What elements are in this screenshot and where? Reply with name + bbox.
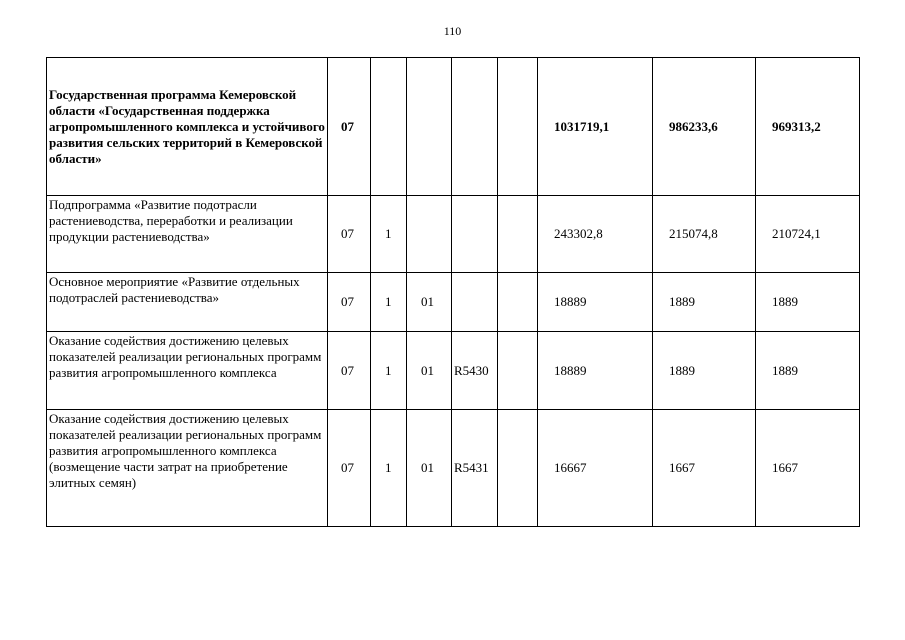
row-name: Основное мероприятие «Развитие отдельных подотраслей растениеводства» [47,273,328,332]
row-name: Оказание содействия достижению целевых показателей реализации региональных программ развития агропромышленного комплекса (возмещение части затрат на приобретение элитных семян) [47,410,328,527]
section-cell: 07 [328,410,371,527]
event-cell: 01 [407,273,452,332]
value-3-cell: 210724,1 [756,196,860,273]
row-name: Государственная программа Кемеровской области «Государственная поддержка агропромышленного комплекса и устойчивого развития сельских территорий в Кемеровской области» [47,58,328,196]
table-row [47,332,860,410]
subprogram-cell: 1 [371,273,407,332]
code-cell [452,196,498,273]
table-row [47,58,860,196]
event-cell: 01 [407,332,452,410]
value-2-cell: 1889 [653,273,756,332]
subprogram-cell: 1 [371,196,407,273]
value-2-cell: 1889 [653,332,756,410]
value-2-cell: 986233,6 [653,58,756,196]
code-cell [452,273,498,332]
section-cell: 07 [328,58,371,196]
value-1-cell: 18889 [538,332,653,410]
code-cell [452,58,498,196]
value-1-cell: 1031719,1 [538,58,653,196]
table-row [47,196,860,273]
subprogram-cell [371,58,407,196]
value-1-cell: 18889 [538,273,653,332]
page-number: 110 [443,24,462,38]
value-3-cell: 1667 [756,410,860,527]
value-2-cell: 215074,8 [653,196,756,273]
code-cell: R5431 [452,410,498,527]
event-cell [407,58,452,196]
type-cell [498,410,538,527]
type-cell [498,58,538,196]
table-row [47,273,860,332]
value-3-cell: 969313,2 [756,58,860,196]
section-cell: 07 [328,332,371,410]
table-row [47,410,860,527]
type-cell [498,332,538,410]
subprogram-cell: 1 [371,410,407,527]
code-cell: R5430 [452,332,498,410]
section-cell: 07 [328,273,371,332]
type-cell [498,196,538,273]
subprogram-cell: 1 [371,332,407,410]
value-1-cell: 16667 [538,410,653,527]
value-2-cell: 1667 [653,410,756,527]
row-name: Оказание содействия достижению целевых показателей реализации региональных программ развития агропромышленного комплекса [47,332,328,410]
budget-table [46,57,860,527]
section-cell: 07 [328,196,371,273]
value-1-cell: 243302,8 [538,196,653,273]
value-3-cell: 1889 [756,273,860,332]
event-cell [407,196,452,273]
value-3-cell: 1889 [756,332,860,410]
row-name: Подпрограмма «Развитие подотрасли растениеводства, переработки и реализации продукции растениеводства» [47,196,328,273]
type-cell [498,273,538,332]
event-cell: 01 [407,410,452,527]
